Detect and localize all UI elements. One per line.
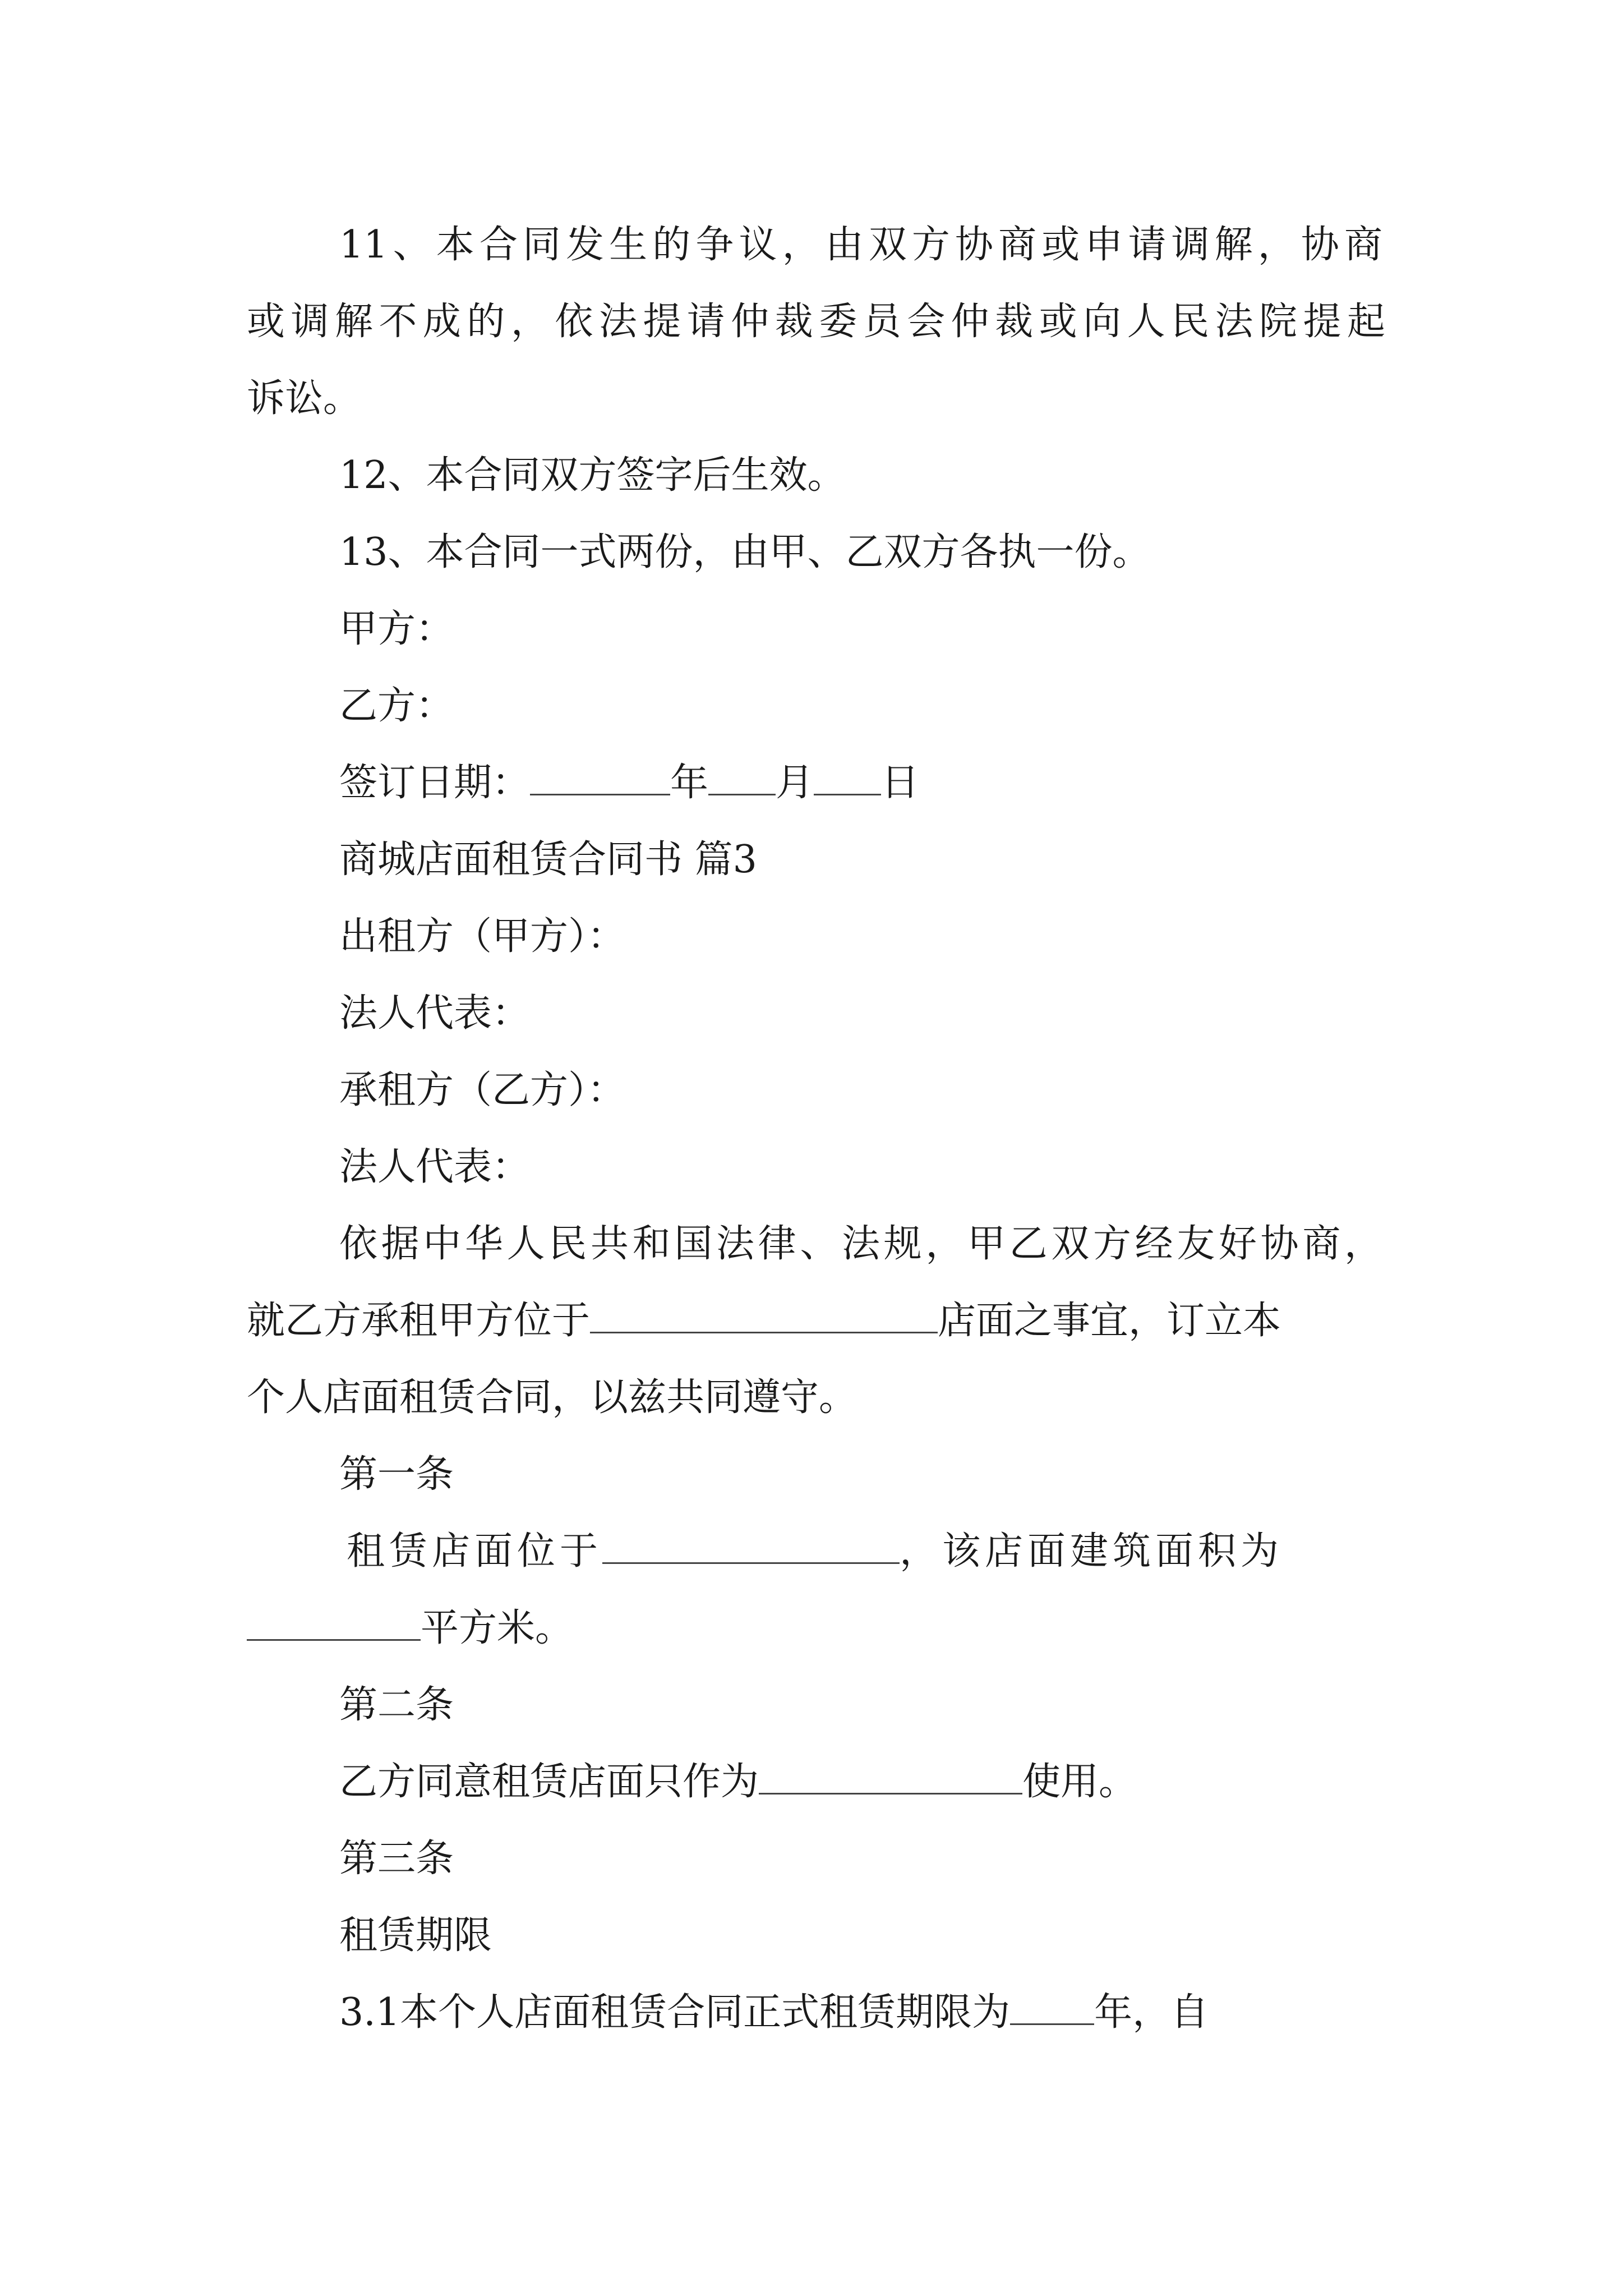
lessor-label: 出租方（甲方）： <box>339 914 626 959</box>
location-blank <box>602 1533 900 1564</box>
intro-line-2 <box>247 1299 1281 1343</box>
article-3-1-end: 年，自 <box>1094 1990 1209 2035</box>
lessor-representative-label: 法人代表： <box>339 991 531 1036</box>
usage-blank <box>759 1764 1022 1795</box>
month-blank <box>708 765 776 795</box>
day-blank <box>814 765 881 795</box>
article-3-1-line <box>339 1990 1209 2035</box>
intro-line-1: 依据中华人民共和国法律、法规，甲乙双方经友好协商， <box>339 1222 1382 1266</box>
intro-line-3: 个人店面租赁合同，以兹共同遵守。 <box>247 1375 857 1420</box>
lessee-label: 承租方（乙方）： <box>339 1068 626 1112</box>
article-1-title: 第一条 <box>339 1452 454 1497</box>
sign-date-label: 签订日期： <box>339 761 531 805</box>
article-1-middle: ，该店面建筑面积为 <box>900 1529 1284 1573</box>
clause-12: 12、本合同双方签字后生效。 <box>339 453 846 498</box>
term-years-blank <box>1010 1994 1094 2025</box>
month-label: 月 <box>776 761 814 805</box>
area-blank <box>247 1610 421 1641</box>
article-1-line-1 <box>347 1529 1284 1573</box>
article-2-title: 第二条 <box>339 1683 454 1727</box>
clause-11-line-2: 或调解不成的，依法提请仲裁委员会仲裁或向人民法院提起 <box>247 300 1385 344</box>
clause-13: 13、本合同一式两份，由甲、乙双方各执一份。 <box>339 530 1151 574</box>
intro-line-2-end: 店面之事宜，订立本 <box>938 1299 1281 1343</box>
clause-11-line-1: 11、本合同发生的争议，由双方协商或申请调解，协商 <box>339 223 1382 267</box>
article-3-1-start: 3.1本个人店面租赁合同正式租赁期限为 <box>339 1990 1011 2035</box>
article-1-start: 租赁店面位于 <box>347 1529 603 1573</box>
lessee-representative-label: 法人代表： <box>339 1145 531 1189</box>
article-2-end: 使用。 <box>1022 1760 1137 1804</box>
article-2-line <box>339 1760 1137 1804</box>
day-label: 日 <box>881 761 920 805</box>
sign-date-line <box>339 761 920 805</box>
article-1-end: 平方米。 <box>421 1606 574 1650</box>
clause-11-line-3: 诉讼。 <box>247 376 362 421</box>
article-3-subtitle: 租赁期限 <box>339 1913 492 1958</box>
article-3-title: 第三条 <box>339 1837 454 1881</box>
article-2-start: 乙方同意租赁店面只作为 <box>339 1760 759 1804</box>
section-title: 商城店面租赁合同书 篇3 <box>339 838 757 882</box>
intro-line-2-start: 就乙方承租甲方位于 <box>247 1299 591 1343</box>
shop-location-blank <box>590 1303 938 1333</box>
year-label: 年 <box>670 761 709 805</box>
party-b-label: 乙方： <box>339 684 454 728</box>
party-a-label: 甲方： <box>339 607 454 651</box>
year-blank <box>530 765 670 795</box>
article-1-line-2 <box>247 1606 574 1650</box>
